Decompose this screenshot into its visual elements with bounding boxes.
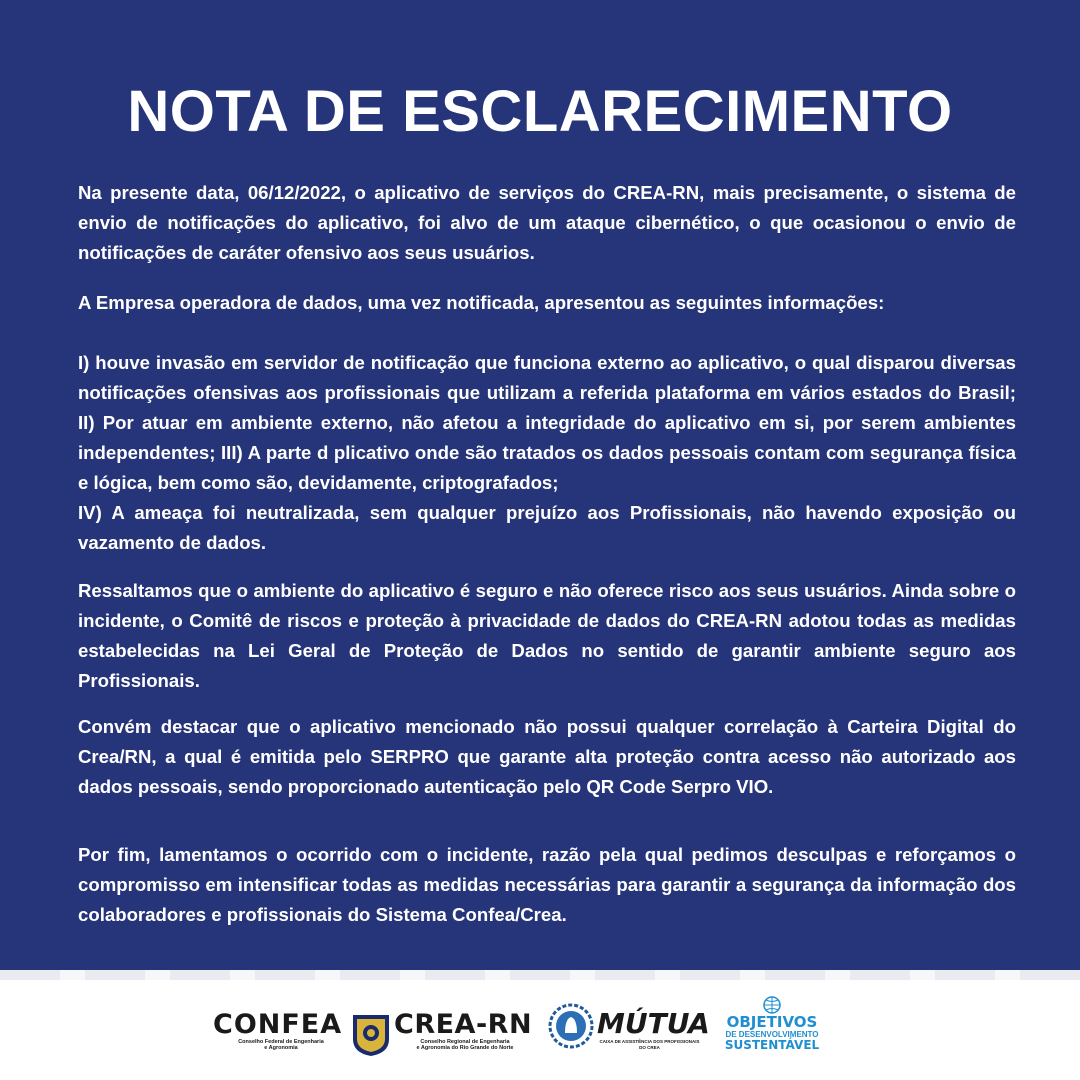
- paragraph-intro: Na presente data, 06/12/2022, o aplicativo de serviços do CREA-RN, mais precisamente, o sistema de envio de notificações do aplicativo, foi alvo de um ataque cibernético, o que ocasionou o envio de notificações de caráter ofensivo aos seus usuários.: [78, 182, 1016, 263]
- ods-line-2: DE DESENVOLVIMENTO: [725, 1030, 819, 1039]
- ods-line-3: SUSTENTÁVEL: [724, 1038, 820, 1052]
- statement-body: [78, 178, 1016, 925]
- mutua-logo: [597, 1007, 710, 1051]
- ods-line-1: OBJETIVOS: [726, 1013, 818, 1031]
- coat-of-arms-icon: [351, 1013, 391, 1053]
- confea-subtitle-1: Conselho Federal de Engenharia: [238, 1039, 324, 1045]
- paragraph-company-info: A Empresa operadora de dados, uma vez notificada, apresentou as seguintes informações:: [78, 292, 885, 313]
- ods-logo: [722, 995, 822, 1052]
- confea-wordmark: CONFEA: [213, 1009, 343, 1040]
- confea-subtitle-2: e Agronomia: [264, 1045, 298, 1051]
- paragraph-closing: Por fim, lamentamos o ocorrido com o incidente, razão pela qual pedimos desculpas e reforçamos o compromisso em intensificar todas as medidas necessárias para garantir a segurança da informação dos colaboradores e profissionais do Sistema Confea/Crea.: [78, 844, 1016, 925]
- mutua-emblem-icon: [548, 1003, 594, 1049]
- paragraph-findings: [78, 348, 1016, 558]
- footer-logos: [0, 995, 1080, 1065]
- un-globe-icon: [762, 995, 782, 1015]
- findings-list: I) houve invasão em servidor de notificação que funciona externo ao aplicativo, o qual disparou diversas notificações ofensivas aos profissionais que utilizam a referida plataforma em vários estados do Brasil; II) Por atuar em ambiente externo, não afetou a integridade do aplicativo em si, por serem ambientes independentes; III) A parte d plicativo onde são tratados os dados pessoais contam com segurança física e lógica, bem como são, devidamente, criptografados;: [78, 352, 1016, 493]
- crea-subtitle-2: e Agronomia do Rio Grande do Norte: [416, 1045, 514, 1051]
- finding-iv: IV) A ameaça foi neutralizada, sem qualquer prejuízo aos Profissionais, não havendo exposição ou vazamento de dados.: [78, 502, 1016, 553]
- decorative-band: [0, 970, 1080, 980]
- paragraph-digital-card: Convém destacar que o aplicativo mencionado não possui qualquer correlação à Carteira Digital do Crea/RN, a qual é emitida pelo SERPRO que garante alta proteção contra acesso não autorizado aos dados pessoais, sendo proporcionado autenticação pelo QR Code Serpro VIO.: [78, 716, 1016, 797]
- crea-subtitle-1: Conselho Regional de Engenharia: [420, 1039, 510, 1045]
- crea-rn-wordmark: CREA-RN: [394, 1009, 533, 1040]
- mutua-wordmark: MÚTUA: [597, 1007, 710, 1040]
- paragraph-safety: Ressaltamos que o ambiente do aplicativo é seguro e não oferece risco aos seus usuários. Ainda sobre o incidente, o Comitê de riscos e proteção à privacidade de dados do CREA-RN adotou todas as medidas estabelecidas na Lei Geral de Proteção de Dados no sentido de garantir ambiente seguro aos Profissionais.: [78, 580, 1016, 691]
- confea-logo: [213, 1011, 349, 1051]
- page-title: NOTA DE ESCLARECIMENTO: [127, 79, 953, 144]
- mutua-subtitle: CAIXA DE ASSISTÊNCIA DOS PROFISSIONAIS DO CREA: [599, 1039, 700, 1050]
- crea-rn-logo: [394, 1011, 536, 1051]
